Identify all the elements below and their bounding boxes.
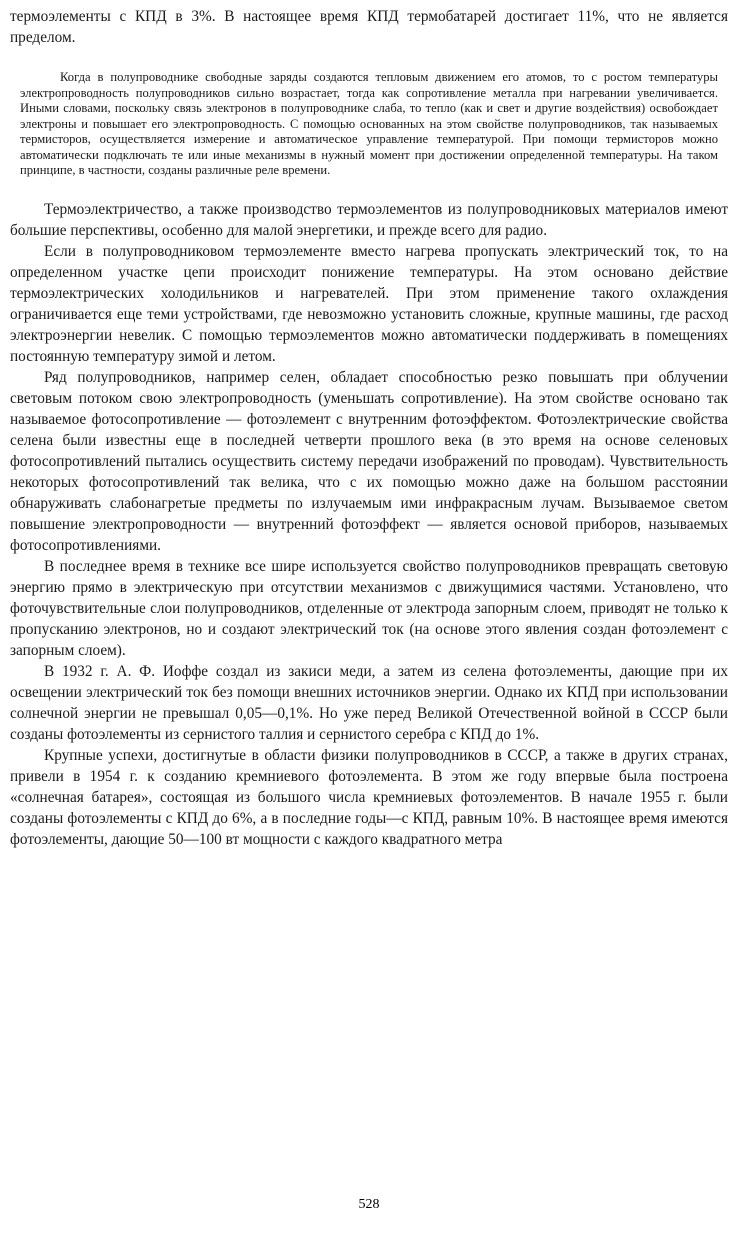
paragraph-photoresistance: Ряд полупроводников, например селен, обладает способностью резко повышать при облучении световым потоком свою электропроводность (уменьшать сопротивление). На этом свойстве основано так называемое фотосопротивление — фотоэлемент с внутренним фотоэффектом. Фотоэлектрические свойства селена были известны еще в последней четверти прошлого века (в это время на основе селеновых фотосопротивлений пытались осуществить систему передачи изображений по проводам). Чувствительность некоторых фотосопротивлений так велика, что с их помощью можно даже на большом расстоянии обнаруживать слабонагретые предметы по излучаемым ими инфракрасным лучам. Вызываемое светом повышение электропроводности — внутренний фотоэффект — является основой приборов, называемых фотосопротивлениями.	[10, 368, 728, 554]
paragraph-light-energy: В последнее время в технике все шире используется свойство полупроводников превращать световую энергию прямо в электрическую при отсутствии механизмов с движущимися частями. Установлено, что фоточувствительные слои полупроводников, отделенные от электрода запорным слоем, приводят не только к пропусканию электронов, но и создают электрический ток (на основе этого явления создан фотоэлемент с запорным слоем).	[10, 557, 728, 659]
paragraph-cooling: Если в полупроводниковом термоэлементе вместо нагрева пропускать электрический ток, то на определенном участке цепи происходит понижение температуры. На этом основано действие термоэлектрических холодильников и нагревателей. При этом применение такого охлаждения ограничивается еще теми устройствами, где невозможно установить сложные, крупные машины, где расход электроэнергии невелик. С помощью термоэлементов можно автоматически поддерживать в помещениях постоянную температуру зимой и летом.	[10, 242, 728, 365]
page-number: 528	[358, 1197, 380, 1212]
paragraph-continuation: термоэлементы с КПД в 3%. В настоящее время КПД термобатарей достигает 11%, что не является пределом.	[10, 8, 728, 46]
paragraph-ioffe: В 1932 г. А. Ф. Иоффе создал из закиси меди, а затем из селена фотоэлементы, дающие при их освещении электрический ток без помощи внешних источников энергии. Однако их КПД при использовании солнечной энергии не превышал 0,05—0,1%. Но уже перед Великой Отечественной войной в СССР были созданы фотоэлементы из сернистого таллия и сернистого серебра с КПД до 1%.	[10, 662, 728, 743]
paragraph-silicon: Крупные успехи, достигнутые в области физики полупроводников в СССР, а также в других странах, привели в 1954 г. к созданию кремниевого фотоэлемента. В этом же году впервые была построена «солнечная батарея», состоящая из большого числа кремниевых фотоэлементов. В начале 1955 г. были созданы фотоэлементы с КПД до 6%, а в последние годы—с КПД, равным 10%. В настоящее время имеются фотоэлементы, дающие 50—100 вт мощности с каждого квадратного метра	[10, 746, 728, 848]
small-print-note: Когда в полупроводнике свободные заряды создаются тепловым движением его атомов, то с ростом температуры электропроводность полупроводников сильно возрастает, тогда как сопротивление металла при нагревании увеличивается. Иными словами, поскольку связь электронов в полупроводнике слаба, то тепло (как и свет и другие воздействия) освобождает электроны и повышает его электропроводность. С помощью основанных на этом свойстве полупроводников, так называемых термисторов, осуществляется измерение и автоматическое управление температурой. При помощи термисторов можно автоматически подключать те или иные механизмы в нужный момент при достижении определенной температуры. На таком принципе, в частности, созданы различные реле времени.	[20, 70, 718, 177]
paragraph-thermoelectricity: Термоэлектричество, а также производство термоэлементов из полупроводниковых материалов имеют большие перспективы, особенно для малой энергетики, и прежде всего для радио.	[10, 200, 728, 239]
